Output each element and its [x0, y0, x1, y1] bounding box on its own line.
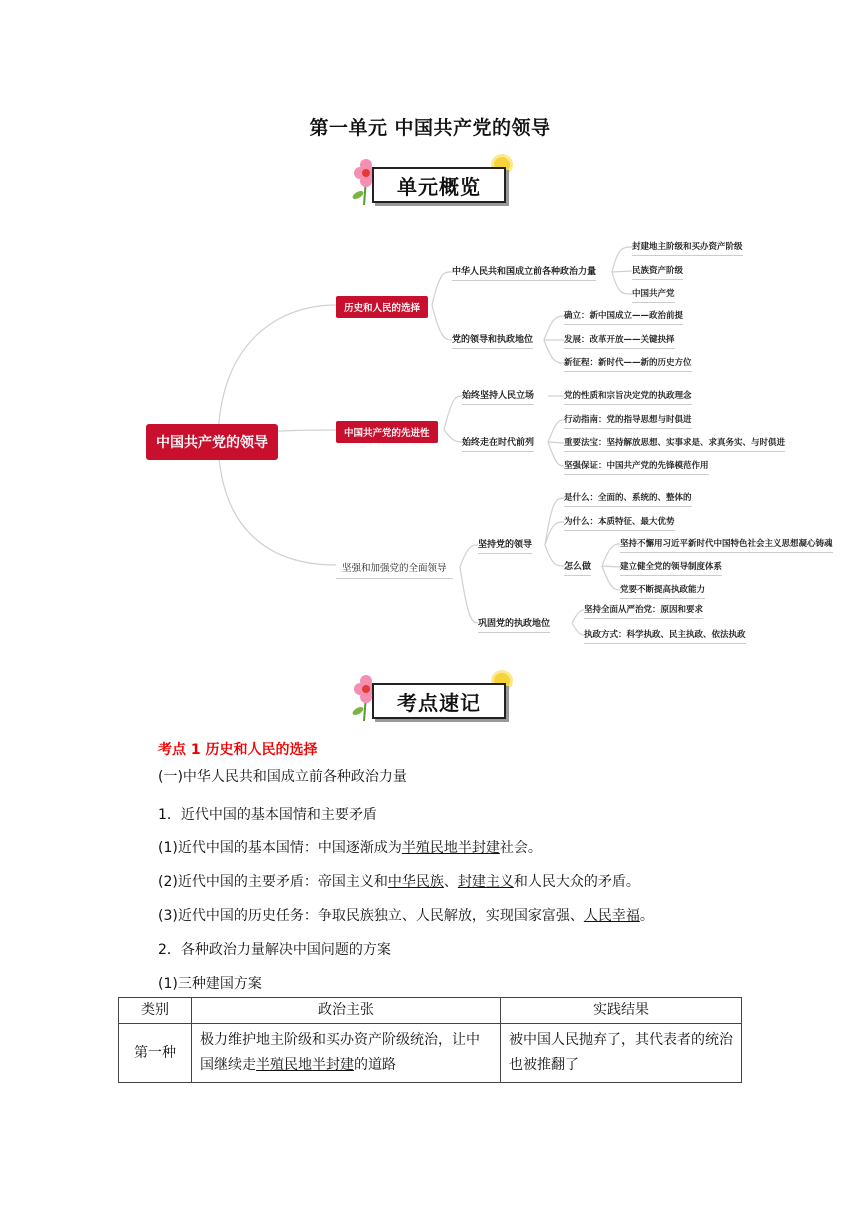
leaf: 执政方式：科学执政、民主执政、依法执政 [584, 628, 746, 644]
text: 和人民大众的矛盾。 [513, 874, 640, 890]
leaf: 民族资产阶级 [632, 264, 683, 280]
table-row [119, 1024, 742, 1083]
category-cell: 第一种 [119, 1024, 192, 1083]
node-times-front: 始终走在时代前列 [462, 435, 534, 452]
underlined-text: 封建主义 [457, 874, 514, 890]
key-points-badge [348, 673, 518, 723]
branch-party-leadership: 坚强和加强党的全面领导 [336, 556, 453, 579]
leaf: 行动指南：党的指导思想与时俱进 [564, 413, 692, 429]
leaf: 重要法宝：坚持解放思想、实事求是、求真务实、与时俱进 [564, 436, 785, 452]
leaf: 封建地主阶级和买办资产阶级 [632, 240, 743, 256]
text: 。 [639, 908, 654, 924]
badge-label: 考点速记 [372, 683, 506, 719]
leaf: 坚持不懈用习近平新时代中国特色社会主义思想凝心铸魂 [620, 537, 833, 553]
text: 的道路 [354, 1057, 396, 1073]
leaf: 确立：新中国成立——政治前提 [564, 309, 683, 325]
leaf: 党要不断提高执政能力 [620, 583, 705, 599]
text: 帝国主义和 [317, 874, 388, 890]
leaf: 发展：改革开放——关键抉择 [564, 333, 675, 349]
text: 中国逐渐成为 [317, 840, 402, 856]
leaf: 坚持全面从严治党：原因和要求 [584, 603, 703, 619]
leaf: 党的性质和宗旨决定党的执政理念 [564, 389, 692, 405]
claim-cell [192, 1024, 501, 1083]
label: (1)近代中国的基本国情： [158, 840, 318, 856]
badge-label: 单元概览 [372, 167, 506, 203]
label: (2)近代中国的主要矛盾： [158, 874, 318, 890]
schemes-table [118, 997, 742, 1083]
result-cell: 被中国人民抛弃了，其代表者的统治也被推翻了 [501, 1024, 742, 1083]
node-consolidate-status: 巩固党的执政地位 [478, 616, 550, 633]
node-uphold-leadership: 坚持党的领导 [478, 537, 532, 554]
text: 争取民族独立、人民解放，实现国家富强、 [317, 908, 584, 924]
heading-2: 2．各种政治力量解决中国问题的方案 [158, 942, 391, 958]
subsection-heading: (一)中华人民共和国成立前各种政治力量 [158, 769, 407, 785]
page-title: 第一单元 中国共产党的领导 [309, 117, 551, 139]
leaf: 建立健全党的领导制度体系 [620, 560, 722, 576]
text: 极力维护地主阶级和买办资产阶级统治，让中国继续走 [200, 1032, 480, 1073]
header-cell: 政治主张 [192, 998, 501, 1024]
section-title: 考点 1 历史和人民的选择 [158, 742, 318, 758]
paragraph-2 [158, 871, 640, 891]
paragraph-1 [158, 837, 542, 857]
leaf: 为什么：本质特征、最大优势 [564, 515, 675, 531]
underlined-text: 中华民族 [387, 874, 444, 890]
node-people-stand: 始终坚持人民立场 [462, 388, 534, 405]
underlined-text: 人民幸福 [583, 908, 640, 924]
branch-party-advanced: 中国共产党的先进性 [336, 421, 438, 443]
node-how-to: 怎么做 [564, 559, 591, 576]
paragraph-3 [158, 905, 654, 925]
text: 社会。 [499, 840, 542, 856]
underlined-text: 半殖民地半封建 [256, 1057, 354, 1073]
text: 、 [443, 874, 458, 890]
leaf: 中国共产党 [632, 287, 675, 303]
heading-3: (1)三种建国方案 [158, 976, 262, 992]
underlined-text: 半殖民地半封建 [401, 840, 500, 856]
header-cell: 实践结果 [501, 998, 742, 1024]
leaf: 坚强保证：中国共产党的先锋模范作用 [564, 459, 709, 475]
label: (3)近代中国的历史任务： [158, 908, 318, 924]
node-political-forces: 中华人民共和国成立前各种政治力量 [452, 264, 596, 281]
leaf: 新征程：新时代——新的历史方位 [564, 356, 692, 372]
header-cell: 类别 [119, 998, 192, 1024]
branch-history-choice: 历史和人民的选择 [336, 296, 428, 318]
table-header-row [119, 998, 742, 1024]
heading-1: 1．近代中国的基本国情和主要矛盾 [158, 807, 377, 823]
leaf: 是什么：全面的、系统的、整体的 [564, 491, 692, 507]
mindmap-root: 中国共产党的领导 [146, 424, 278, 460]
node-ruling-status: 党的领导和执政地位 [452, 332, 533, 349]
